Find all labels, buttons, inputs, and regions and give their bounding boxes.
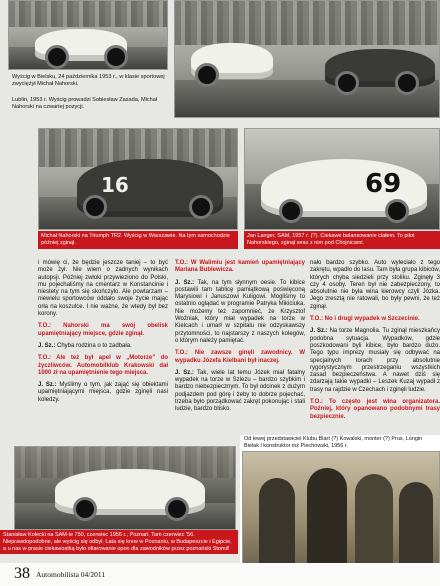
- wheel-icon: [83, 195, 107, 219]
- answer: [38, 382, 168, 404]
- photo-race-lublin: [174, 0, 440, 118]
- wheel-icon: [45, 45, 69, 69]
- photo-sam-langer: [244, 128, 440, 230]
- answer-text: Tak, wiele lat temu Józek miał fatalny wypadek na torze w Szlezu – bardzo szybkim i bardzo niebezpiecznym. To był odcinek z dużym podjazdem pod górę i żeby to dobrze pojechać, trzeba było porządkować zakręt pokonując i stali ludzie, bardzo blisko.: [175, 369, 305, 413]
- speaker-label: J. Sz.:: [38, 382, 57, 389]
- paragraph: nało bardzo szybko. Auto wyleciało z tego zakrętu, wpadło do lasu. Tam była grupa kibiców, których chyba siedzieli przy stoliku. Zginęły 3 czy 4 osoby. Teren był nie zabezpieczony, to absolutnie nie była wina kierowcy czyli Józka. Jego zresztą nie ratowali, bo były pewni, że też zginął.: [310, 260, 440, 310]
- wheel-icon: [189, 195, 213, 219]
- photo-crowd: [175, 1, 439, 45]
- caption-bielsko: Wyścig w Bielsku, 24 października 1953 r., w klasie sportowej zwyciężył Michał Nahorski.: [12, 74, 165, 87]
- wheel-icon: [385, 199, 409, 223]
- answer: [175, 280, 305, 346]
- caption-group: Od lewej przedstawiciel Klubu Blart (?) Kowalski, monter (?) Prus, Longin Bielak i konstruktor inż Piechowski, 1956 r.: [244, 436, 423, 449]
- person-silhouette: [399, 482, 433, 576]
- caption-langer: Jan Langer, SAM, 1957 r. (?). Ciekawe balansowanie ciałem. To pilot Nahorskiego, zginął wraz z nim pod Chojnicami.: [244, 231, 440, 249]
- speaker-label: J. Sz.:: [175, 369, 194, 376]
- wheel-icon: [395, 71, 419, 95]
- wheel-icon: [335, 71, 359, 95]
- person-silhouette: [355, 474, 393, 576]
- photo-race-bielsko: [8, 0, 168, 70]
- magazine-issue: Automobilista 04/2011: [36, 570, 106, 579]
- wheel-icon: [165, 497, 189, 521]
- caption-triumph: Michał Nahorski na Triumph TR2. Wyścig w Warszawie. Na tym samochodzie później zginął.: [38, 231, 238, 249]
- answer: [175, 370, 305, 414]
- page-footer: [0, 563, 440, 586]
- article-column-2: [175, 260, 305, 419]
- person-silhouette: [259, 478, 295, 574]
- question: T.O.: To często jest wina organizatora. Pożniej, który opanowano podobnymi trasy bezpiecznie.: [310, 399, 440, 420]
- paragraph: i mówię ci, że będzie jeszcze taniej – to być może żył. Nie wiem o żadnych wynikach autopsji. Później zwłoki przywieziono do Polski, mu pojechaliśmy na cmentarz w Konstancinie i niestety na tym się skończyło. Ale powtarzam – niewielu sportowców oddało swoje życie mając orła na koszulce. I nie ważne, że wtedy był bez korony.: [38, 260, 168, 318]
- car-number: 69: [365, 169, 402, 199]
- question: T.O.: W Walimiu jest kamień upamiętniający Mariana Bublewicza.: [175, 260, 305, 274]
- answer-text: Tak, na tym słynnym oesie. To kibice postawili tam tablicę pamiątkową poświęconą Marysiowi i Januszowi Kuligowi. Mogliśmy to ostatnio oglądać w programie Patryka Mikiciuka. Nie możemy też zapomnieć, że Krzysztof Woźniak, który miał wypadek na torze w Kielcach i umarł w szpitalu nie odzyskawszy przytomności, to najstarszy z naszych kolegów, o którym należy pamiętać.: [175, 279, 305, 344]
- answer-text: Chyba rodzina o to zadbała.: [55, 342, 132, 349]
- question: T.O.: Nahorski ma swój obelisk upamiętniający miejsce, gdzie zginął.: [38, 323, 168, 337]
- answer-text: Na torze Magnolia. Tu zginął mieszkańcy podobna sytuacja. Wypadków, gdzie poszkodowani byli kibice, było bardzo dużo. Tego typu imprezy musiały się odbywać na specjalnych torach przy absolutnie rygorystycznym przestrzeganiu wszystkich zasad bezpieczeństwa. A nawet dziś się zdarzają takie wypadki – Leszek Kuzaj wypadł z trasy na rajdzie w Czechach i zginęli ludzie.: [310, 328, 440, 393]
- article-column-3: [310, 260, 440, 426]
- photo-sam750-kolecki: [14, 446, 236, 530]
- car-number: 16: [101, 173, 129, 197]
- wheel-icon: [104, 45, 128, 69]
- wheel-icon: [195, 63, 219, 87]
- speaker-label: J. Sz.:: [175, 279, 195, 286]
- caption-kolecki: Stanisław Kolecki na SAM-ie 750, czerwiec 1956 r., Poznań. Tam czerwiec '56. Nieprawdopodobne, ale wyścig się odbył. Lata się krew w Poznaniu, w Budapeszcie i Egipcie, a u nas w prasie ciekawostką było ofiarowanie opon dla zawodników przez poznański Stomil!: [0, 530, 238, 554]
- question: T.O.: Nie zawsze ginęli zawodnicy. W wypadku Józefa Kielbani był inaczej.: [175, 350, 305, 364]
- article-column-1: [38, 260, 168, 409]
- person-silhouette: [307, 468, 347, 576]
- speaker-label: J. Sz.:: [310, 328, 328, 335]
- answer: [310, 328, 440, 394]
- photo-triumph-tr2: [38, 128, 238, 230]
- speaker-label: J. Sz.:: [38, 342, 56, 349]
- wheel-icon: [279, 199, 303, 223]
- answer-text: Myślimy o tym, jak zająć się obiektami upamiętniającymi miejsca, gdzie zginęli nasi koledzy.: [38, 382, 168, 403]
- wheel-icon: [73, 497, 97, 521]
- answer: [38, 343, 168, 350]
- question: T.O.: No i drugi wypadek w Szczecinie.: [310, 316, 420, 323]
- page-number: 38: [14, 565, 30, 582]
- photo-crowd: [9, 1, 167, 27]
- question: T.O.: Ale też był apel w „Motorze” do życzliwców. Automobilklub Krakowski dał 1000 zł na upamiętnienie tego miejsca.: [38, 355, 168, 376]
- caption-lublin: Lublin, 1953 r. Wyścig prowadzi Sobiesław Zasada, Michał Nahorski na czwartej pozycji.: [12, 97, 158, 110]
